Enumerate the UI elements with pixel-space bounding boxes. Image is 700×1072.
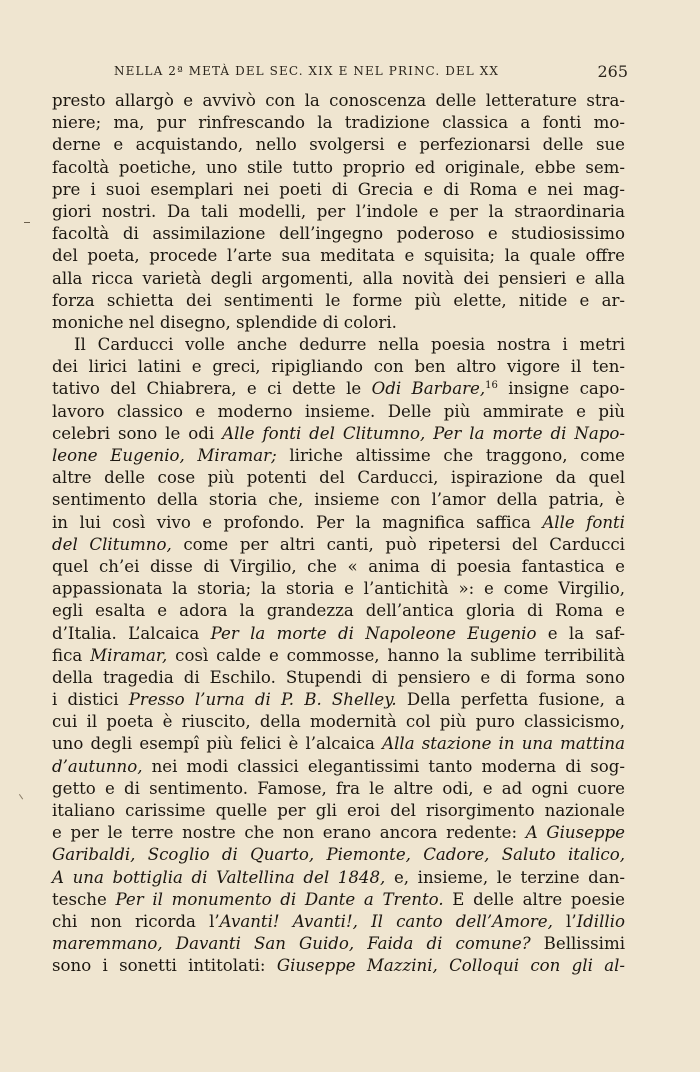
text-line: della tragedia di Eschilo. Stupendi di pensiero e di forma sono — [52, 667, 625, 687]
text-line: sentimento della storia che, insieme con l’amor della patria, è — [52, 490, 625, 510]
text-line: e per le terre nostre che non erano ancora redente: A Giuseppe — [52, 823, 625, 843]
text-line — [52, 844, 625, 866]
text-line: Il Carducci volle anche dedurre nella poesia nostra i metri — [74, 335, 625, 355]
text-line: egli esalta e adora la grandezza dell’antica gloria di Roma e — [52, 601, 625, 621]
text-line: d’autunno, nei modi classici elegantissimi tanto moderna di sog- — [52, 756, 625, 776]
italic-title: d’autunno, — [52, 756, 143, 776]
text-line: appassionata la storia; la storia e l’antichità »: e come Virgilio, — [52, 579, 625, 599]
text-line: altre delle cose più potenti del Carducci, ispirazione da quel — [52, 468, 625, 488]
text-line: niere; ma, pur rinfrescando la tradizione classica a fonti mo- — [52, 113, 625, 133]
italic-title: Idillio — [576, 911, 626, 931]
text-line: quel ch’ei disse di Virgilio, che « anima di poesia fantastica e — [52, 556, 625, 576]
text-line: uno degli esempî più felici è l’alcaica Alla stazione in una mattina — [52, 734, 625, 754]
text-line: pre i suoi esemplari nei poeti di Grecia e di Roma e nei mag- — [52, 179, 625, 199]
text-line: sono i sonetti intitolati: Giuseppe Mazzini, Colloqui con gli al- — [52, 956, 626, 976]
text-line: alla ricca varietà degli argomenti, alla novità dei pensieri e alla — [52, 268, 625, 288]
body-text — [52, 90, 625, 978]
text-line: i distici Presso l’urna di P. B. Shelley. Della perfetta fusione, a — [52, 690, 625, 710]
margin-tick — [19, 791, 28, 800]
text-line: presto allargò e avvivò con la conoscenza delle letterature stra- — [52, 91, 625, 110]
text-line: getto e di sentimento. Famose, fra le altre odi, e ad ogni cuore — [52, 778, 625, 798]
italic-title: Giuseppe Mazzini, Colloqui con gli al- — [276, 956, 626, 976]
running-header — [114, 62, 628, 82]
text-line: maremmano, Davanti San Guido, Faida di comune? Bellissimi — [52, 934, 625, 954]
text-line: del poeta, procede l’arte sua meditata e squisita; la quale offre — [52, 246, 625, 266]
text-line: moniche nel disegno, splendide di colori. — [52, 312, 397, 332]
page-number: 265 — [597, 62, 628, 81]
text-line: cui il poeta è riuscito, della modernità col più puro classicismo, — [52, 712, 625, 732]
text-line: fica Miramar, così calde e commosse, hanno la sublime terribilità — [52, 645, 625, 665]
italic-title: Alle fonti — [542, 512, 625, 532]
text-line: lavoro classico e moderno insieme. Delle più ammirate e più — [52, 401, 625, 421]
text-line: forza schietta dei sentimenti le forme più elette, nitide e ar- — [52, 290, 625, 310]
italic-title: Alle fonti del Clitumno, Per la morte di Napo- — [222, 423, 625, 443]
text-line: giori nostri. Da tali modelli, per l’indole e per la straordinaria — [52, 201, 625, 221]
italic-title: leone Eugenio, Miramar; — [52, 446, 277, 465]
italic-title: Presso l’urna di P. B. Shelley. — [128, 690, 397, 710]
paragraph — [52, 90, 625, 334]
italic-title: Avanti! Avanti!, Il canto dell’Amore, — [219, 911, 553, 931]
italic-title: Garibaldi, Scoglio di Quarto, Piemonte, Cadore, Saluto italico, — [52, 845, 625, 865]
margin-mark — [24, 222, 30, 223]
italic-title: Miramar, — [90, 645, 168, 665]
text-line: del Clitumno, come per altri canti, può ripetersi del Carducci — [52, 534, 625, 554]
italic-title: Alla stazione in una mattina — [382, 734, 625, 754]
italic-title: del Clitumno, — [52, 534, 172, 554]
text-line: facoltà poetiche, uno stile tutto proprio ed originale, ebbe sem- — [52, 157, 625, 177]
text-line: italiano carissime quelle per gli eroi del risorgimento nazionale — [52, 801, 625, 820]
italic-title: A una bottiglia di Valtellina del 1848, — [52, 867, 386, 887]
running-title: NELLA 2ª METÀ DEL SEC. XIX E NEL PRINC. DEL XX — [114, 64, 500, 78]
text-line: derne e acquistando, nello svolgersi e perfezionarsi delle sue — [52, 135, 625, 155]
text-line: in lui così vivo e profondo. Per la magnifica saffica Alle fonti — [52, 512, 625, 532]
text-line: tativo del Chiabrera, e ci dette le Odi Barbare,$^{16}$ insigne capo- — [52, 379, 626, 399]
text-line: leone Eugenio, Miramar; liriche altissime che traggono, come — [52, 446, 625, 465]
text-line: celebri sono le odi Alle fonti del Clitumno, Per la morte di Napo- — [52, 423, 625, 443]
text-line: tesche Per il monumento di Dante a Trento. E delle altre poesie — [52, 889, 625, 909]
text-line: d’Italia. L’alcaica Per la morte di Napoleone Eugenio e la saf- — [52, 623, 625, 643]
italic-title: maremmano, Davanti San Guido, Faida di comune? — [52, 934, 531, 954]
text-line: facoltà di assimilazione dell’ingegno poderoso e studiosissimo — [52, 224, 625, 244]
text-line: chi non ricorda l’Avanti! Avanti!, Il canto dell’Amore, l’Idillio — [52, 911, 626, 931]
italic-title: A Giuseppe — [525, 823, 625, 843]
text-line: dei lirici latini e greci, ripigliando con ben altro vigore il ten- — [52, 357, 625, 377]
footnote-ref: 16 — [485, 380, 498, 392]
paragraph — [52, 334, 625, 977]
italic-title: Odi Barbare, — [371, 379, 486, 399]
italic-title: Per il monumento di Dante a Trento. — [115, 889, 444, 909]
text-line: A una bottiglia di Valtellina del 1848, e, insieme, le terzine dan- — [52, 867, 625, 887]
italic-title: Per la morte di Napoleone Eugenio — [210, 623, 537, 643]
